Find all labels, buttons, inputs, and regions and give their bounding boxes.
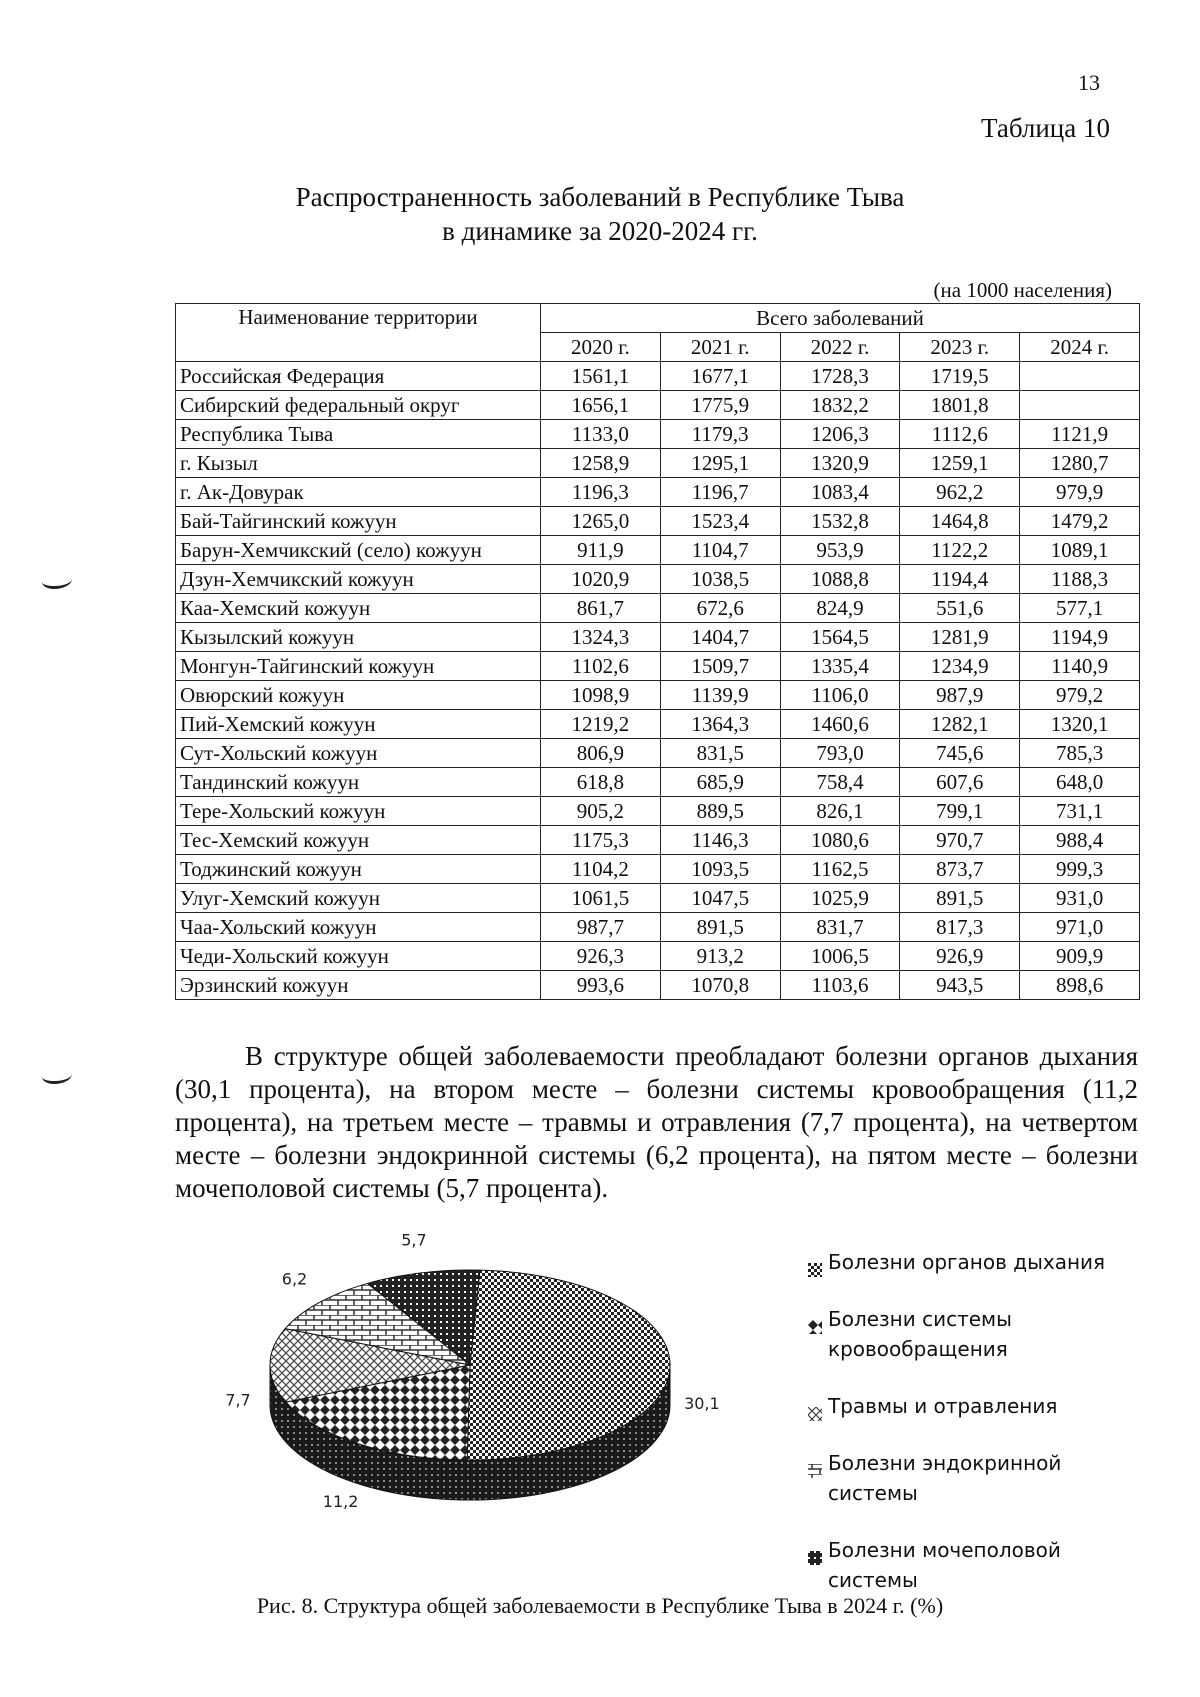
value-cell: 551,6 [900, 594, 1020, 623]
body-paragraph [175, 1040, 1138, 1205]
territory-name: Эрзинский кожуун [176, 971, 541, 1000]
table-row [176, 855, 1140, 884]
territory-name: Тес-Хемский кожуун [176, 826, 541, 855]
value-cell [1020, 391, 1140, 420]
table-row [176, 739, 1140, 768]
data-label: 6,2 [281, 1269, 308, 1289]
title-line-2: в динамике за 2020-2024 гг. [442, 216, 758, 246]
data-label: 11,2 [322, 1492, 359, 1512]
territory-name: Чаа-Хольский кожуун [176, 913, 541, 942]
value-cell: 1259,1 [900, 449, 1020, 478]
value-cell: 1140,9 [1020, 652, 1140, 681]
value-cell: 758,4 [780, 768, 900, 797]
value-cell: 1179,3 [660, 420, 780, 449]
value-cell: 987,9 [900, 681, 1020, 710]
pie-chart [225, 1225, 720, 1560]
legend-swatch-icon [808, 1399, 822, 1413]
legend-swatch-icon [808, 1543, 822, 1557]
legend-label: Болезни мочеполовой системы [828, 1538, 1061, 1592]
col-header-group: Всего заболеваний [541, 304, 1140, 333]
value-cell: 1801,8 [900, 391, 1020, 420]
legend-label: Травмы и отравления [828, 1394, 1058, 1418]
value-cell: 979,2 [1020, 681, 1140, 710]
table-row [176, 971, 1140, 1000]
value-cell: 1047,5 [660, 884, 780, 913]
value-cell: 1561,1 [541, 362, 661, 391]
value-cell: 1093,5 [660, 855, 780, 884]
value-cell: 1234,9 [900, 652, 1020, 681]
col-header-year: 2020 г. [541, 333, 661, 362]
value-cell: 672,6 [660, 594, 780, 623]
value-cell: 1320,1 [1020, 710, 1140, 739]
value-cell: 891,5 [900, 884, 1020, 913]
value-cell: 913,2 [660, 942, 780, 971]
territory-name: Овюрский кожуун [176, 681, 541, 710]
value-cell: 1122,2 [900, 536, 1020, 565]
value-cell: 731,1 [1020, 797, 1140, 826]
value-cell: 1175,3 [541, 826, 661, 855]
value-cell: 1025,9 [780, 884, 900, 913]
territory-name: Республика Тыва [176, 420, 541, 449]
value-cell: 1083,4 [780, 478, 900, 507]
value-cell: 1061,5 [541, 884, 661, 913]
value-cell: 953,9 [780, 536, 900, 565]
territory-name: Сут-Хольский кожуун [176, 739, 541, 768]
value-cell: 1728,3 [780, 362, 900, 391]
value-cell: 926,3 [541, 942, 661, 971]
value-cell: 1324,3 [541, 623, 661, 652]
margin-mark [42, 572, 72, 589]
pie-chart-svg [225, 1225, 720, 1555]
table-row [176, 449, 1140, 478]
value-cell: 1479,2 [1020, 507, 1140, 536]
table-label: Таблица 10 [981, 113, 1110, 143]
legend-item [808, 1304, 1138, 1364]
table-row [176, 507, 1140, 536]
legend-label: Болезни эндокринной системы [828, 1451, 1062, 1505]
value-cell: 648,0 [1020, 768, 1140, 797]
units-note: (на 1000 населения) [933, 278, 1112, 302]
territory-name: г. Кызыл [176, 449, 541, 478]
table-title [0, 180, 1200, 248]
value-cell: 1523,4 [660, 507, 780, 536]
table-row [176, 362, 1140, 391]
value-cell: 889,5 [660, 797, 780, 826]
value-cell: 1188,3 [1020, 565, 1140, 594]
territory-name: Барун-Хемчикский (село) кожуун [176, 536, 541, 565]
legend-item [808, 1448, 1138, 1508]
value-cell: 999,3 [1020, 855, 1140, 884]
chart-legend [808, 1247, 1138, 1622]
value-cell: 861,7 [541, 594, 661, 623]
value-cell: 799,1 [900, 797, 1020, 826]
table-row [176, 391, 1140, 420]
territory-name: Каа-Хемский кожуун [176, 594, 541, 623]
value-cell: 1460,6 [780, 710, 900, 739]
table-row [176, 768, 1140, 797]
table-row [176, 826, 1140, 855]
territory-name: Монгун-Тайгинский кожуун [176, 652, 541, 681]
value-cell: 1102,6 [541, 652, 661, 681]
value-cell: 970,7 [900, 826, 1020, 855]
value-cell: 1006,5 [780, 942, 900, 971]
value-cell: 1106,0 [780, 681, 900, 710]
value-cell: 1098,9 [541, 681, 661, 710]
value-cell: 1265,0 [541, 507, 661, 536]
value-cell: 909,9 [1020, 942, 1140, 971]
legend-item [808, 1391, 1138, 1421]
table-row [176, 710, 1140, 739]
value-cell: 1464,8 [900, 507, 1020, 536]
value-cell: 979,9 [1020, 478, 1140, 507]
value-cell: 962,2 [900, 478, 1020, 507]
col-header-territory: Наименование территории [176, 304, 541, 362]
territory-name: Бай-Тайгинский кожуун [176, 507, 541, 536]
value-cell: 943,5 [900, 971, 1020, 1000]
value-cell: 1194,4 [900, 565, 1020, 594]
col-header-year: 2022 г. [780, 333, 900, 362]
table-row [176, 594, 1140, 623]
table-row [176, 420, 1140, 449]
table-row [176, 565, 1140, 594]
territory-name: Пий-Хемский кожуун [176, 710, 541, 739]
value-cell: 1196,3 [541, 478, 661, 507]
value-cell: 607,6 [900, 768, 1020, 797]
col-header-year: 2021 г. [660, 333, 780, 362]
data-label: 7,7 [225, 1390, 251, 1410]
value-cell: 1121,9 [1020, 420, 1140, 449]
value-cell: 1080,6 [780, 826, 900, 855]
value-cell: 1089,1 [1020, 536, 1140, 565]
table-row [176, 478, 1140, 507]
value-cell: 745,6 [900, 739, 1020, 768]
value-cell: 1509,7 [660, 652, 780, 681]
value-cell: 577,1 [1020, 594, 1140, 623]
value-cell: 1364,3 [660, 710, 780, 739]
value-cell: 1162,5 [780, 855, 900, 884]
legend-swatch-icon [808, 1255, 822, 1269]
value-cell: 1133,0 [541, 420, 661, 449]
figure-caption: Рис. 8. Структура общей заболеваемости в Республике Тыва в 2024 г. (%) [256, 1593, 944, 1618]
value-cell: 1038,5 [660, 565, 780, 594]
value-cell: 1196,7 [660, 478, 780, 507]
value-cell: 1404,7 [660, 623, 780, 652]
table-row [176, 536, 1140, 565]
value-cell: 685,9 [660, 768, 780, 797]
value-cell: 1564,5 [780, 623, 900, 652]
table-row [176, 623, 1140, 652]
value-cell: 1219,2 [541, 710, 661, 739]
value-cell: 785,3 [1020, 739, 1140, 768]
data-label: 5,7 [401, 1230, 427, 1250]
value-cell: 826,1 [780, 797, 900, 826]
morbidity-table [175, 303, 1140, 1000]
paragraph-text: В структуре общей заболеваемости преобладают болезни органов дыхания (30,1 процента), на втором месте – болезни системы кровообращения (11,2 процента), на третьем месте – травмы и отравления (7,7 процента), на четвертом месте – болезни эндокринной системы (6,2 процента), на пятом месте – болезни мочеполовой системы (5,7 процента). [175, 1041, 1138, 1203]
value-cell: 1320,9 [780, 449, 900, 478]
value-cell: 1070,8 [660, 971, 780, 1000]
value-cell: 993,6 [541, 971, 661, 1000]
territory-name: Улуг-Хемский кожуун [176, 884, 541, 913]
territory-name: Дзун-Хемчикский кожуун [176, 565, 541, 594]
territory-name: Чеди-Хольский кожуун [176, 942, 541, 971]
table-row [176, 797, 1140, 826]
value-cell: 971,0 [1020, 913, 1140, 942]
territory-name: Сибирский федеральный округ [176, 391, 541, 420]
value-cell [1020, 362, 1140, 391]
value-cell: 926,9 [900, 942, 1020, 971]
value-cell: 898,6 [1020, 971, 1140, 1000]
territory-name: Тандинский кожуун [176, 768, 541, 797]
table-row [176, 652, 1140, 681]
legend-label: Болезни системы кровообращения [828, 1307, 1012, 1361]
territory-name: Тере-Хольский кожуун [176, 797, 541, 826]
value-cell: 891,5 [660, 913, 780, 942]
legend-swatch-icon [808, 1456, 822, 1470]
value-cell: 987,7 [541, 913, 661, 942]
value-cell: 831,5 [660, 739, 780, 768]
value-cell: 1103,6 [780, 971, 900, 1000]
value-cell: 618,8 [541, 768, 661, 797]
value-cell: 1206,3 [780, 420, 900, 449]
value-cell: 873,7 [900, 855, 1020, 884]
value-cell: 793,0 [780, 739, 900, 768]
value-cell: 1088,8 [780, 565, 900, 594]
legend-swatch-icon [808, 1312, 822, 1326]
value-cell: 824,9 [780, 594, 900, 623]
value-cell: 1295,1 [660, 449, 780, 478]
territory-name: г. Ак-Довурак [176, 478, 541, 507]
table-row [176, 884, 1140, 913]
value-cell: 1832,2 [780, 391, 900, 420]
value-cell: 1280,7 [1020, 449, 1140, 478]
value-cell: 1656,1 [541, 391, 661, 420]
data-label: 30,1 [684, 1393, 720, 1413]
value-cell: 1258,9 [541, 449, 661, 478]
value-cell: 1139,9 [660, 681, 780, 710]
value-cell: 988,4 [1020, 826, 1140, 855]
legend-item [808, 1247, 1138, 1277]
value-cell: 1282,1 [900, 710, 1020, 739]
title-line-1: Распространенность заболеваний в Республике Тыва [295, 182, 905, 212]
value-cell: 1146,3 [660, 826, 780, 855]
value-cell: 1719,5 [900, 362, 1020, 391]
value-cell: 831,7 [780, 913, 900, 942]
territory-name: Кызылский кожуун [176, 623, 541, 652]
value-cell: 806,9 [541, 739, 661, 768]
table-row [176, 913, 1140, 942]
legend-item [808, 1535, 1138, 1595]
territory-name: Тоджинский кожуун [176, 855, 541, 884]
value-cell: 817,3 [900, 913, 1020, 942]
value-cell: 1335,4 [780, 652, 900, 681]
table-row [176, 942, 1140, 971]
value-cell: 1281,9 [900, 623, 1020, 652]
value-cell: 911,9 [541, 536, 661, 565]
territory-name: Российская Федерация [176, 362, 541, 391]
value-cell: 1112,6 [900, 420, 1020, 449]
margin-mark [42, 1067, 72, 1084]
value-cell: 905,2 [541, 797, 661, 826]
value-cell: 1775,9 [660, 391, 780, 420]
col-header-year: 2023 г. [900, 333, 1020, 362]
value-cell: 1104,2 [541, 855, 661, 884]
table-row [176, 681, 1140, 710]
legend-label: Болезни органов дыхания [828, 1250, 1106, 1274]
value-cell: 1532,8 [780, 507, 900, 536]
col-header-year: 2024 г. [1020, 333, 1140, 362]
value-cell: 1020,9 [541, 565, 661, 594]
value-cell: 1677,1 [660, 362, 780, 391]
value-cell: 1104,7 [660, 536, 780, 565]
value-cell: 1194,9 [1020, 623, 1140, 652]
page-number: 13 [1078, 70, 1100, 95]
value-cell: 931,0 [1020, 884, 1140, 913]
